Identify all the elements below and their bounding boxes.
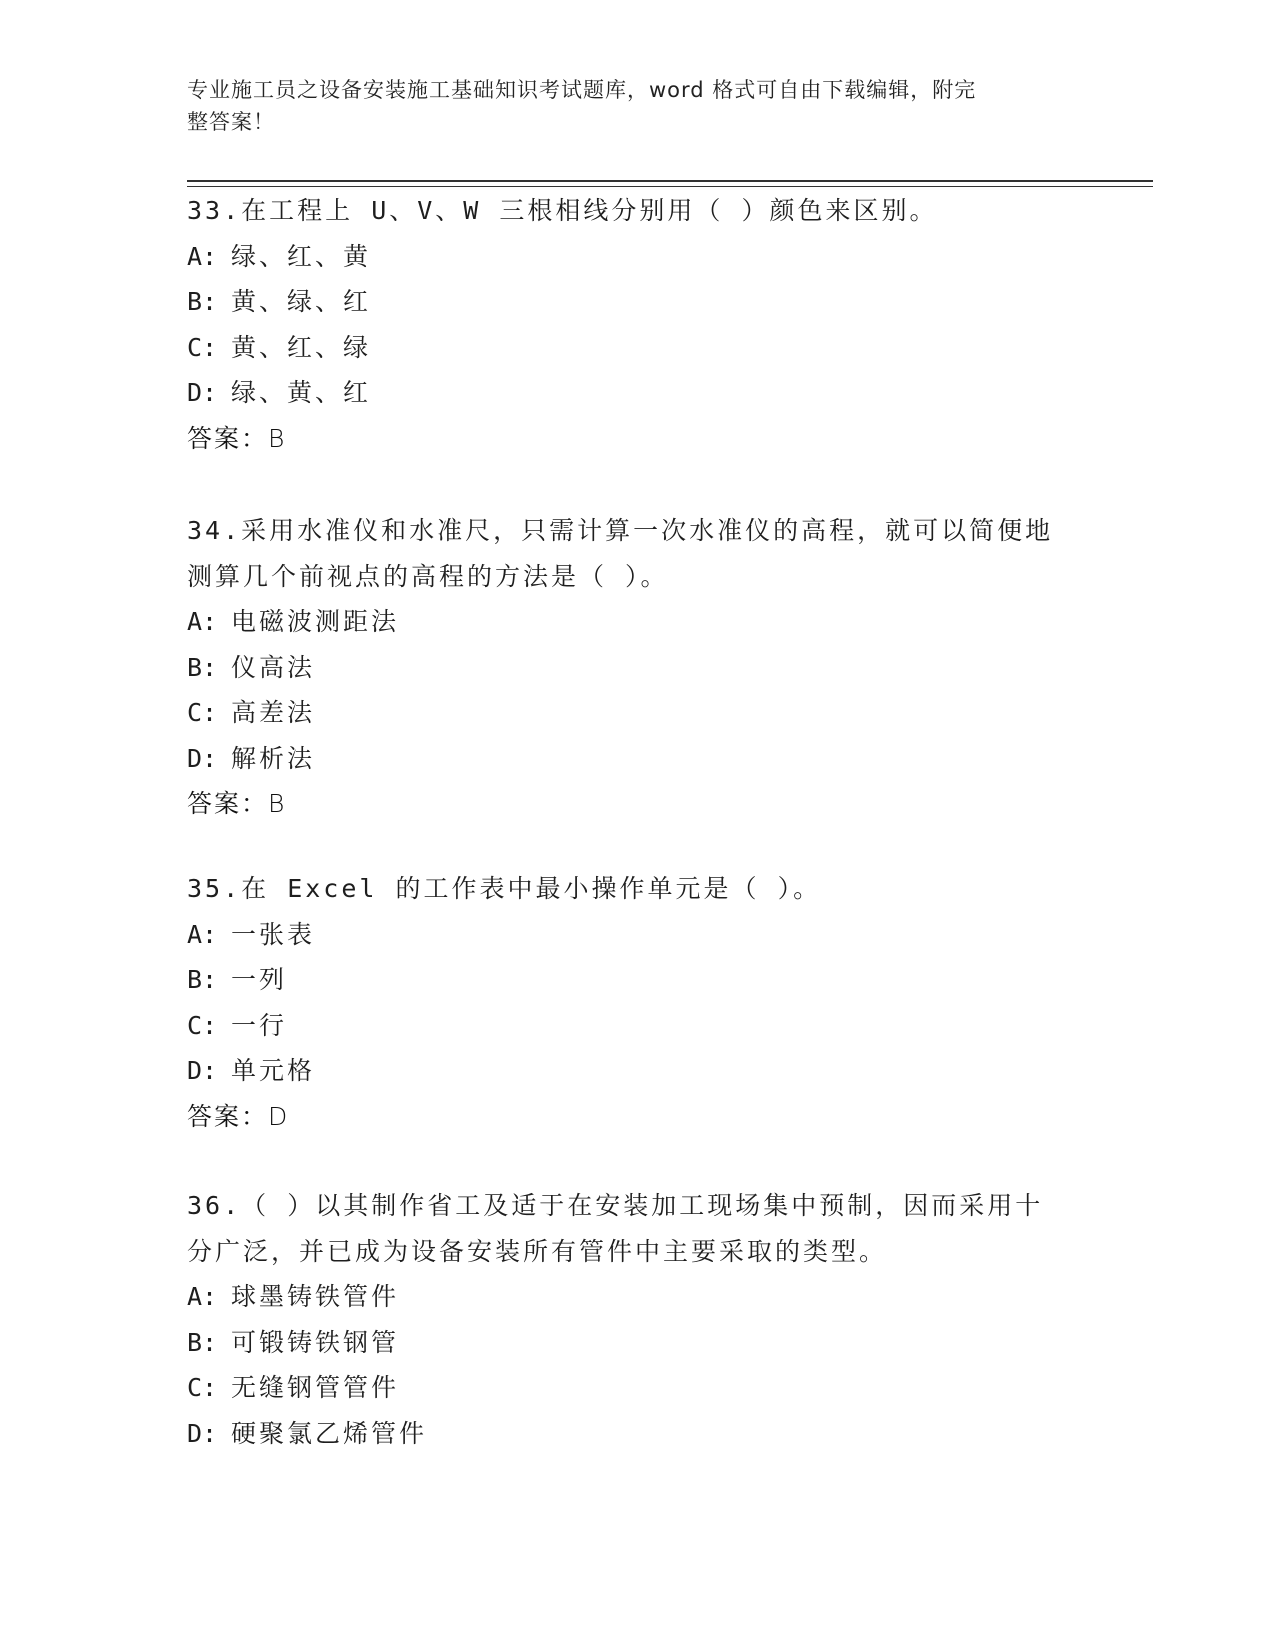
answer-label: 答案：D bbox=[187, 1101, 290, 1131]
option-key: D: bbox=[187, 1418, 218, 1448]
option-d bbox=[187, 1411, 1087, 1457]
option-key: A: bbox=[187, 607, 218, 636]
option-text: 高差法 bbox=[231, 698, 316, 727]
option-key: C: bbox=[187, 332, 218, 362]
option-key: C: bbox=[187, 1373, 218, 1402]
question-stem-line-1: 34.采用水准仪和水准尺，只需计算一次水准仪的高程，就可以简便地 bbox=[187, 516, 1054, 545]
option-text: 一行 bbox=[231, 1010, 288, 1040]
option-a bbox=[187, 234, 1087, 280]
answer-label: 答案：B bbox=[187, 789, 287, 818]
option-key: A: bbox=[187, 919, 218, 949]
option-text: 黄、绿、红 bbox=[231, 287, 372, 316]
option-text: 球墨铸铁管件 bbox=[231, 1282, 400, 1311]
option-key: C: bbox=[187, 1010, 218, 1040]
option-key: D: bbox=[187, 743, 218, 773]
document-header bbox=[187, 74, 1087, 138]
option-text: 仪高法 bbox=[231, 652, 316, 682]
option-text: 一张表 bbox=[231, 919, 316, 949]
option-key: B: bbox=[187, 287, 218, 316]
option-text: 无缝钢管管件 bbox=[231, 1373, 400, 1402]
option-key: A: bbox=[187, 241, 218, 271]
option-text: 绿、黄、红 bbox=[231, 378, 372, 407]
option-b bbox=[187, 957, 1087, 1003]
option-d bbox=[187, 1048, 1087, 1094]
option-b bbox=[187, 1320, 1087, 1366]
option-text: 一列 bbox=[231, 965, 288, 994]
option-text: 电磁波测距法 bbox=[231, 607, 400, 636]
option-key: A: bbox=[187, 1282, 218, 1311]
option-key: C: bbox=[187, 698, 218, 727]
question-stem-line-2: 测算几个前视点的高程的方法是（ ）。 bbox=[187, 561, 669, 591]
question-stem-line-2: 分广泛，并已成为设备安装所有管件中主要采取的类型。 bbox=[187, 1236, 888, 1266]
answer-label: 答案：B bbox=[187, 423, 287, 453]
header-line-2: 整答案！ bbox=[187, 110, 275, 134]
option-d bbox=[187, 370, 1087, 416]
option-c bbox=[187, 1365, 1087, 1411]
option-b bbox=[187, 645, 1087, 691]
option-a bbox=[187, 912, 1087, 958]
question-stem-line-1: 36.（ ）以其制作省工及适于在安装加工现场集中预制，因而采用十 bbox=[187, 1191, 1044, 1220]
question-35 bbox=[187, 866, 1087, 1139]
option-key: B: bbox=[187, 1327, 218, 1357]
header-divider-thin bbox=[187, 186, 1153, 187]
option-text: 硬聚氯乙烯管件 bbox=[231, 1418, 428, 1448]
option-key: D: bbox=[187, 1056, 218, 1085]
option-d bbox=[187, 736, 1087, 782]
option-key: B: bbox=[187, 965, 218, 994]
option-c bbox=[187, 690, 1087, 736]
question-stem: 35.在 Excel 的工作表中最小操作单元是（ ）。 bbox=[187, 874, 822, 903]
question-36 bbox=[187, 1183, 1087, 1456]
option-text: 黄、红、绿 bbox=[231, 332, 372, 362]
question-33 bbox=[187, 188, 1087, 461]
option-b bbox=[187, 279, 1087, 325]
option-key: B: bbox=[187, 652, 218, 682]
option-text: 解析法 bbox=[231, 743, 316, 773]
option-key: D: bbox=[187, 378, 218, 407]
option-c bbox=[187, 1003, 1087, 1049]
header-line-1: 专业施工员之设备安装施工基础知识考试题库，word 格式可自由下载编辑，附完 bbox=[187, 78, 977, 102]
option-a bbox=[187, 599, 1087, 645]
option-text: 单元格 bbox=[231, 1056, 316, 1085]
question-stem: 33.在工程上 U、V、W 三根相线分别用（ ）颜色来区别。 bbox=[187, 196, 938, 225]
option-text: 可锻铸铁钢管 bbox=[231, 1327, 400, 1357]
option-text: 绿、红、黄 bbox=[231, 241, 372, 271]
header-divider-thick bbox=[187, 180, 1153, 182]
option-c bbox=[187, 325, 1087, 371]
option-a bbox=[187, 1274, 1087, 1320]
question-34 bbox=[187, 508, 1087, 827]
